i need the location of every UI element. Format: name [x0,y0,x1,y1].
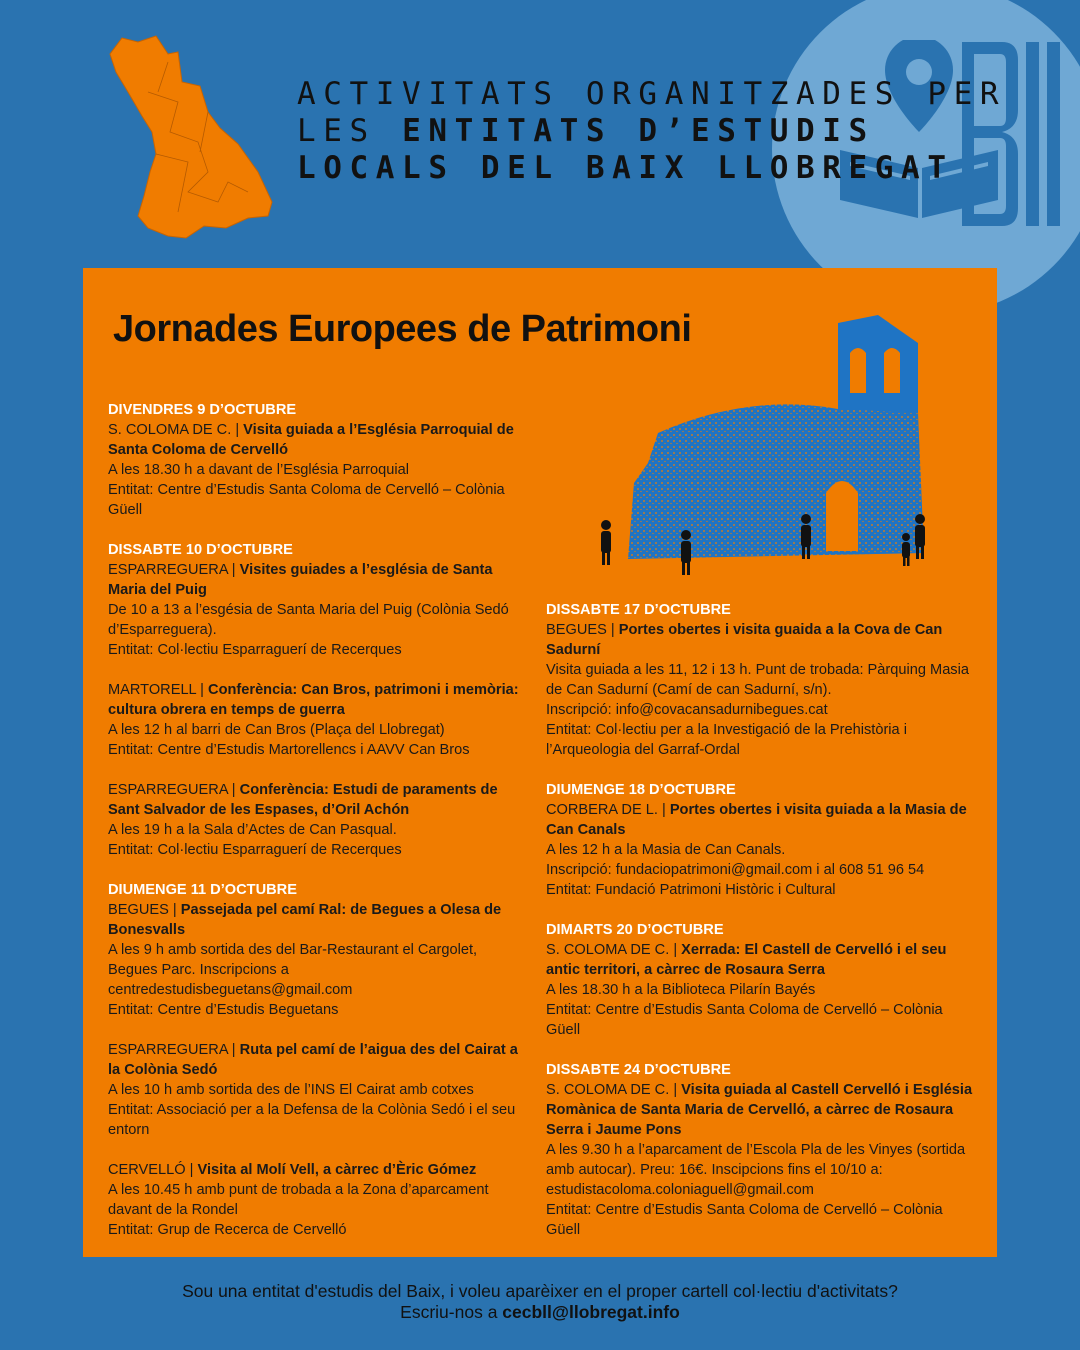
event-place: ESPARREGUERA | [108,782,240,798]
event-detail: Entitat: Grup de Recerca de Cervelló [108,1222,347,1238]
event-item [546,780,976,900]
event-item [108,540,528,660]
event-detail: Entitat: Centre d’Estudis Beguetans [108,1002,339,1018]
event-place: BEGUES | [108,902,181,918]
event-title: Passejada pel camí Ral: de Begues a Olesa de Bonesvalls [108,902,502,938]
event-day: DISSABTE 10 D’OCTUBRE [108,542,293,558]
event-detail: Entitat: Centre d’Estudis Santa Coloma de Cervelló – Colònia Güell [546,1002,943,1038]
event-item [546,920,976,1040]
event-heading [546,1080,976,1140]
event-item [108,880,528,1020]
footer [0,1281,1080,1323]
event-detail: A les 10 h amb sortida des de l’INS El Cairat amb cotxes [108,1082,474,1098]
event-title: Xerrada: El Castell de Cervelló i el seu antic territori, a càrrec de Rosaura Serra [546,942,947,978]
event-detail: A les 9 h amb sortida des del Bar-Restaurant el Cargolet, Begues Parc. Inscripcions a centredestudisbeguetans@gmail.com [108,942,478,998]
header-line-1: ACTIVITATS ORGANITZADES PER [297,76,1007,112]
event-place: S. COLOMA DE C. | [546,942,682,958]
header [297,76,1006,187]
footer-line-2-prefix: Escriu-nos a [400,1302,503,1322]
event-heading [108,1160,528,1180]
event-item [546,1060,976,1240]
event-title: Visita al Molí Vell, a càrrec d’Èric Gómez [197,1162,477,1178]
event-heading [108,900,528,940]
event-title: Conferència: Estudi de paraments de Sant Salvador de les Espases, d’Oril Achón [108,782,498,818]
event-detail: Visita guiada a les 11, 12 i 13 h. Punt de trobada: Pàrquing Masia de Can Sadurní (Camí de can Sadurní, s/n). [546,662,969,698]
church-silhouette-icon [588,313,948,583]
event-detail: Entitat: Col·lectiu Esparraguerí de Recerques [108,842,402,858]
event-item [108,400,528,520]
event-heading [546,800,976,840]
event-day: DIUMENGE 18 D’OCTUBRE [546,782,736,798]
event-day: DIUMENGE 11 D’OCTUBRE [108,882,297,898]
event-day: DIVENDRES 9 D’OCTUBRE [108,402,297,418]
event-title: Portes obertes i visita guaida a la Cova de Can Sadurní [546,622,943,658]
event-detail: A les 10.45 h amb punt de trobada a la Zona d’aparcament davant de la Rondel [108,1182,489,1218]
event-detail: Entitat: Col·lectiu per a la Investigació de la Prehistòria i l’Arqueologia del Garraf-Ordal [546,722,907,758]
event-title: Visita guiada al Castell Cervelló i Església Romànica de Santa Maria de Cervelló, a càrrec de Rosaura Serra i Jaume Pons [546,1082,973,1138]
event-place: CORBERA DE L. | [546,802,670,818]
event-place: MARTORELL | [108,682,209,698]
event-detail: De 10 a 13 a l’esgésia de Santa Maria del Puig (Colònia Sedó d’Esparreguera). [108,602,509,638]
event-detail: A les 9.30 h a l’aparcament de l’Escola Pla de les Vinyes (sortida amb autocar). Preu: 16€. Inscipcions fins el 10/10 a: estudistacoloma.coloniaguell@gmail.com [546,1142,966,1198]
event-detail: A les 12 h a la Masia de Can Canals. [546,842,786,858]
event-item [108,780,528,860]
event-detail: A les 19 h a la Sala d’Actes de Can Pasqual. [108,822,397,838]
events-column-left [108,400,528,1260]
header-line-2 [297,113,1006,150]
event-heading [108,420,528,460]
header-line-3: LOCALS DEL BAIX LLOBREGAT [297,150,954,186]
footer-line-1: Sou una entitat d'estudis del Baix, i voleu aparèixer en el proper cartell col·lectiu d'activitats? [182,1281,898,1301]
card-title: Jornades Europees de Patrimoni [113,308,692,350]
event-detail: A les 12 h al barri de Can Bros (Plaça del Llobregat) [108,722,445,738]
event-detail: Entitat: Centre d’Estudis Martorellencs i AAVV Can Bros [108,742,470,758]
header-line-2-prefix: LES [297,113,403,149]
event-title: Ruta pel camí de l’aigua des del Cairat a la Colònia Sedó [108,1042,518,1078]
event-place: ESPARREGUERA | [108,1042,240,1058]
event-heading [108,680,528,720]
event-detail: Entitat: Fundació Patrimoni Històric i Cultural [546,882,836,898]
header-line-2-bold: ENTITATS D’ESTUDIS [402,113,875,149]
footer-email-link[interactable]: cecbll@llobregat.info [502,1302,680,1322]
event-detail: Entitat: Associació per a la Defensa de la Colònia Sedó i el seu entorn [108,1102,516,1138]
event-heading [546,620,976,660]
event-place: BEGUES | [546,622,619,638]
event-day: DISSABTE 24 D’OCTUBRE [546,1062,731,1078]
baix-llobregat-map-icon [108,32,278,242]
event-item [546,600,976,760]
event-heading [108,780,528,820]
event-heading [546,940,976,980]
event-title: Portes obertes i visita guiada a la Masia de Can Canals [546,802,967,838]
event-item [108,680,528,760]
event-heading [108,1040,528,1080]
event-detail: Inscripció: info@covacansadurnibegues.cat [546,702,828,718]
event-place: S. COLOMA DE C. | [108,422,244,438]
event-title: Conferència: Can Bros, patrimoni i memòria: cultura obrera en temps de guerra [108,682,519,718]
event-day: DISSABTE 17 D’OCTUBRE [546,602,731,618]
event-title: Visita guiada a l’Església Parroquial de Santa Coloma de Cervelló [108,422,514,458]
event-item [108,1160,528,1240]
event-title: Visites guiades a l’església de Santa Maria del Puig [108,562,493,598]
event-detail: Inscripció: fundaciopatrimoni@gmail.com i al 608 51 96 54 [546,862,925,878]
event-detail: A les 18.30 h a la Biblioteca Pilarín Bayés [546,982,816,998]
event-place: ESPARREGUERA | [108,562,240,578]
events-card [83,268,997,1257]
events-column-right [546,600,976,1260]
event-detail: Entitat: Col·lectiu Esparraguerí de Recerques [108,642,402,658]
event-item [108,1040,528,1140]
event-place: CERVELLÓ | [108,1162,198,1178]
event-detail: Entitat: Centre d’Estudis Santa Coloma de Cervelló – Colònia Güell [546,1202,943,1238]
event-place: S. COLOMA DE C. | [546,1082,682,1098]
footer-line-2 [0,1302,1080,1323]
event-heading [108,560,528,600]
event-detail: Entitat: Centre d’Estudis Santa Coloma de Cervelló – Colònia Güell [108,482,505,518]
event-detail: A les 18.30 h a davant de l’Església Parroquial [108,462,409,478]
event-day: DIMARTS 20 D’OCTUBRE [546,922,724,938]
